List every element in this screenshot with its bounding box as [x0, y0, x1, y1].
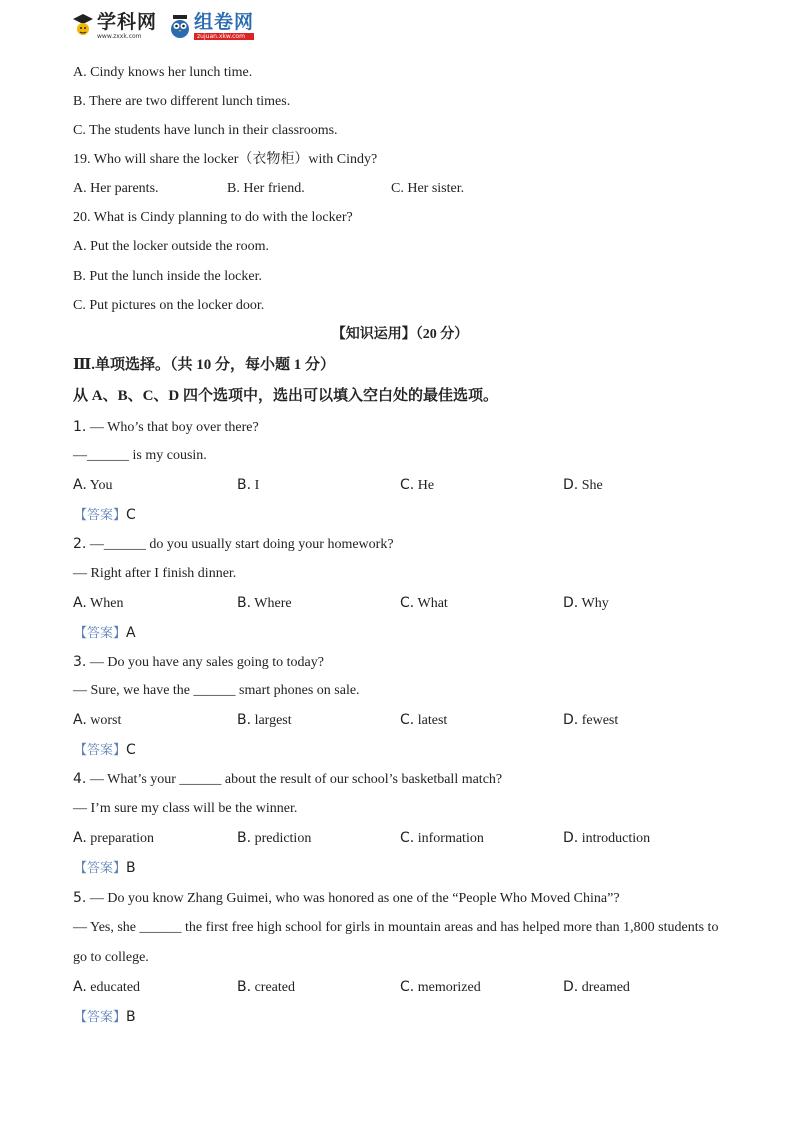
option-line: B. Her friend.	[227, 181, 305, 196]
zujuan-logo	[169, 12, 254, 40]
instruction: 从 A、B、C、D 四个选项中，选出可以填入空白处的最佳选项。	[73, 388, 499, 404]
question-line: — I’m sure my class will be the winner.	[73, 801, 298, 816]
answer: 【答案】B	[74, 860, 136, 876]
option-c: C. What	[400, 595, 448, 611]
option-a: A. educated	[73, 979, 141, 995]
answer: 【答案】A	[74, 625, 136, 641]
question-4	[73, 770, 502, 789]
question-5	[73, 889, 620, 908]
question-1	[73, 418, 259, 437]
question-text: — Who’s that boy over there?	[86, 420, 259, 435]
option-d: D. She	[563, 477, 603, 493]
option-line: A. Put the locker outside the room.	[73, 239, 269, 254]
option-b: B. Where	[237, 595, 292, 611]
question-20: 20. What is Cindy planning to do with the locker?	[73, 210, 353, 225]
question-text: — Do you know Zhang Guimei, who was honored as one of the “People Who Moved China”?	[86, 891, 620, 906]
answer: 【答案】C	[74, 507, 136, 523]
part-heading: Ⅲ.单项选择。（共 10 分，每小题 1 分）	[73, 357, 336, 373]
page-header	[72, 12, 266, 46]
question-text: — Do you have any sales going to today?	[86, 655, 324, 670]
owl-icon	[169, 12, 191, 40]
option-line: A. Cindy knows her lunch time.	[73, 65, 253, 80]
option-line: A. Her parents.	[73, 181, 159, 196]
option-a: A. You	[73, 477, 113, 493]
option-line: C. Her sister.	[391, 181, 465, 196]
question-line: —______ is my cousin.	[73, 448, 207, 463]
option-line: B. Put the lunch inside the locker.	[73, 269, 262, 284]
option-a: A. preparation	[73, 830, 155, 846]
logo-url: www.zxxk.com	[97, 33, 142, 40]
option-line: C. The students have lunch in their classrooms.	[73, 123, 338, 138]
option-c: C. memorized	[400, 979, 481, 995]
question-number: 2.	[73, 536, 87, 552]
option-b: B. prediction	[237, 830, 312, 846]
question-2	[73, 535, 394, 554]
logo-url: zujuan.xkw.com	[194, 33, 254, 40]
question-line: — Right after I finish dinner.	[73, 566, 237, 581]
section-title: 【知识运用】（20 分）	[331, 327, 469, 342]
option-b: B. I	[237, 477, 260, 493]
question-line: — Yes, she ______ the first free high school for girls in mountain areas and has helped more than 1,800 students to	[73, 920, 719, 935]
question-3	[73, 653, 324, 672]
option-a: A. When	[73, 595, 124, 611]
option-c: C. He	[400, 477, 435, 493]
option-c: C. information	[400, 830, 484, 846]
question-number: 3.	[73, 654, 87, 670]
option-b: B. largest	[237, 712, 292, 728]
option-line: C. Put pictures on the locker door.	[73, 298, 265, 313]
logo-name: 学科网	[97, 11, 158, 33]
option-a: A. worst	[73, 712, 122, 728]
option-b: B. created	[237, 979, 295, 995]
answer: 【答案】C	[74, 742, 136, 758]
answer: 【答案】B	[74, 1009, 136, 1025]
question-19: 19. Who will share the locker（衣物柜）with Cindy?	[73, 152, 378, 167]
question-line: go to college.	[73, 950, 149, 965]
option-d: D. fewest	[563, 712, 619, 728]
option-d: D. introduction	[563, 830, 651, 846]
question-text: — What’s your ______ about the result of our school’s basketball match?	[86, 772, 503, 787]
question-number: 1.	[73, 419, 87, 435]
question-text: —______ do you usually start doing your homework?	[86, 537, 394, 552]
option-d: D. Why	[563, 595, 609, 611]
logo-name: 组卷网	[194, 11, 255, 33]
graduate-cap-icon	[72, 12, 94, 40]
option-d: D. dreamed	[563, 979, 630, 995]
question-number: 5.	[73, 890, 87, 906]
option-c: C. latest	[400, 712, 448, 728]
question-line: — Sure, we have the ______ smart phones on sale.	[73, 683, 360, 698]
question-number: 4.	[73, 771, 87, 787]
option-line: B. There are two different lunch times.	[73, 94, 291, 109]
zxxk-logo	[72, 12, 157, 40]
